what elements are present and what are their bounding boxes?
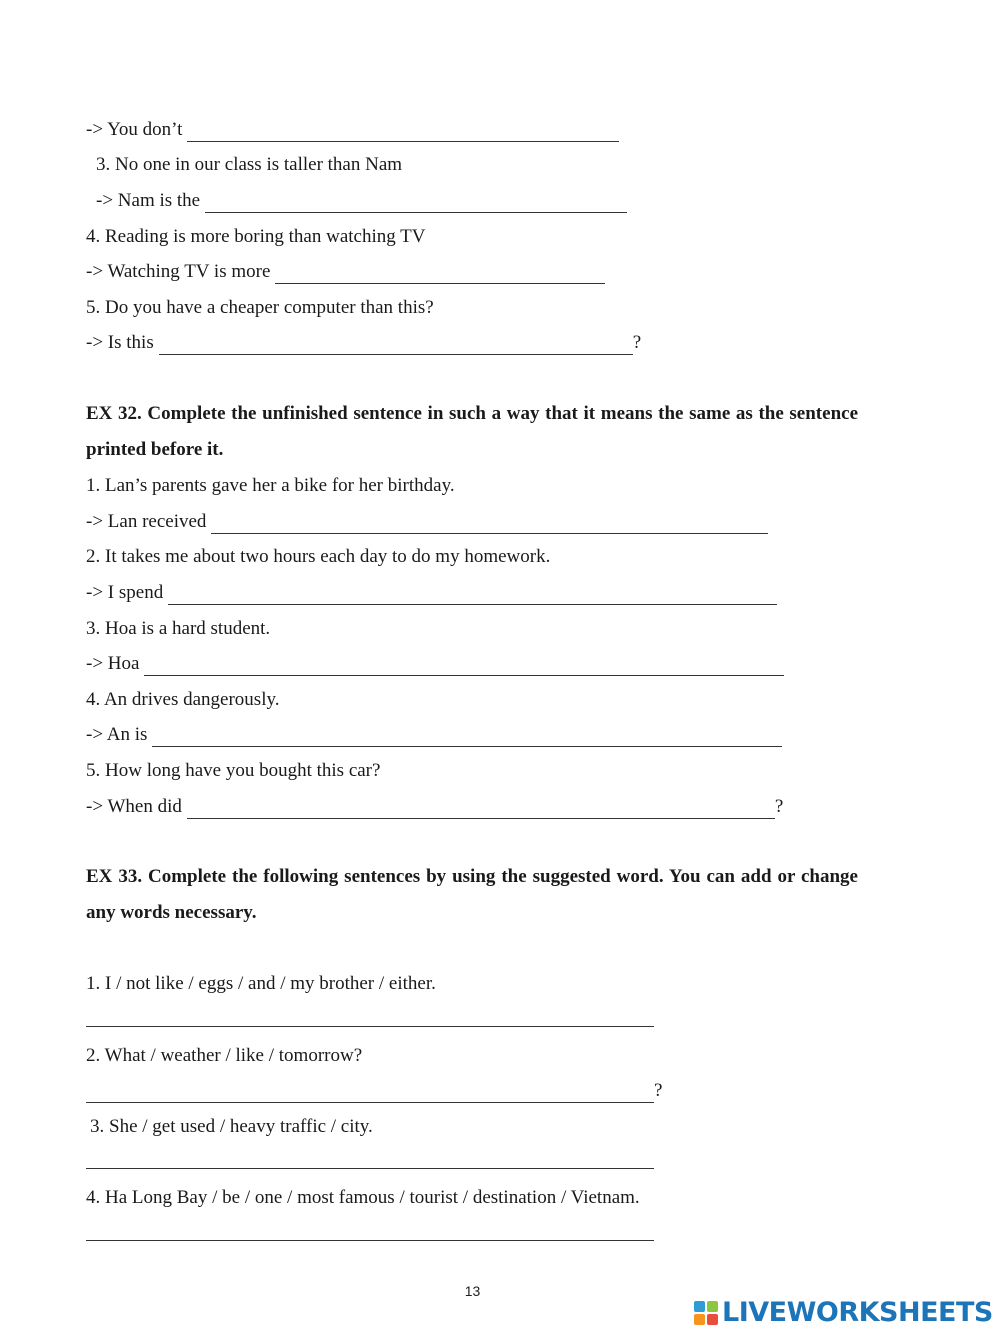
answer-line — [86, 1008, 654, 1027]
prompt-line — [86, 1044, 362, 1068]
answer-line — [86, 795, 783, 819]
answer-line — [86, 1079, 662, 1103]
prompt-text: 3. Hoa is a hard student. — [86, 618, 271, 639]
answer-line — [86, 510, 768, 534]
answer-line — [86, 260, 605, 284]
answer-blank[interactable] — [275, 265, 605, 284]
answer-blank[interactable] — [86, 1150, 654, 1169]
prompt-text: 2. It takes me about two hours each day to do my homework. — [86, 546, 551, 567]
prompt-text: 1. Lan’s parents gave her a bike for her birthday. — [86, 475, 455, 496]
answer-start: -> Nam is the — [96, 190, 201, 211]
answer-start: -> You don’t — [86, 119, 183, 140]
answer-blank[interactable] — [168, 586, 777, 605]
answer-blank[interactable] — [152, 728, 782, 747]
answer-start: -> I spend — [86, 582, 164, 603]
prompt-text: 4. Ha Long Bay / be / one / most famous / tourist / destination / Vietnam. — [86, 1187, 640, 1208]
answer-line — [86, 652, 784, 676]
answer-blank[interactable] — [86, 1008, 654, 1027]
answer-end: ? — [774, 796, 784, 817]
answer-line — [86, 331, 641, 355]
prompt-text: 1. I / not like / eggs / and / my brother / either. — [86, 973, 436, 994]
answer-blank[interactable] — [187, 800, 775, 819]
prompt-line — [86, 296, 434, 320]
answer-blank[interactable] — [205, 194, 627, 213]
answer-line — [86, 118, 619, 142]
prompt-line — [86, 617, 270, 641]
answer-blank[interactable] — [159, 336, 633, 355]
answer-start: -> Is this — [86, 332, 154, 353]
exercise-heading: EX 33. Complete the following sentences by using the suggested word. You can add or change any words necessary. — [86, 866, 858, 923]
prompt-line — [86, 759, 380, 783]
prompt-text: 4. Reading is more boring than watching TV — [86, 226, 426, 247]
brand-name: LIVEWORKSHEETS — [722, 1297, 993, 1328]
answer-start: -> Watching TV is more — [86, 261, 271, 282]
answer-start: -> Hoa — [86, 653, 140, 674]
prompt-text: 4. An drives dangerously. — [86, 689, 280, 710]
prompt-line — [86, 225, 425, 249]
answer-blank[interactable] — [187, 123, 619, 142]
answer-start: -> Lan received — [86, 511, 207, 532]
prompt-line — [86, 1186, 640, 1210]
prompt-line — [86, 688, 280, 712]
answer-line — [86, 1150, 654, 1169]
prompt-line — [86, 474, 455, 498]
page-number: 13 — [464, 1283, 481, 1299]
prompt-text: 2. What / weather / like / tomorrow? — [86, 1045, 363, 1066]
prompt-line — [90, 1115, 373, 1139]
answer-line — [96, 189, 627, 213]
answer-blank[interactable] — [86, 1222, 654, 1241]
exercise-heading: EX 32. Complete the unfinished sentence in such a way that it means the same as the sentence printed before it. — [86, 403, 858, 460]
answer-blank[interactable] — [211, 515, 768, 534]
prompt-text: 3. She / get used / heavy traffic / city. — [90, 1116, 373, 1137]
prompt-text: 5. Do you have a cheaper computer than this? — [86, 297, 434, 318]
answer-line — [86, 723, 782, 747]
prompt-line — [86, 972, 436, 996]
prompt-text: 3. No one in our class is taller than Nam — [96, 154, 403, 175]
answer-start: -> An is — [86, 724, 148, 745]
liveworksheets-logo — [694, 1297, 993, 1328]
answer-start: -> When did — [86, 796, 182, 817]
answer-blank[interactable] — [144, 657, 784, 676]
answer-end: ? — [632, 332, 642, 353]
answer-blank[interactable] — [86, 1084, 654, 1103]
answer-line — [86, 581, 777, 605]
answer-end: ? — [654, 1080, 663, 1101]
logo-blocks-icon — [694, 1301, 718, 1325]
prompt-line — [96, 153, 402, 177]
answer-line — [86, 1222, 654, 1241]
prompt-text: 5. How long have you bought this car? — [86, 760, 381, 781]
prompt-line — [86, 545, 550, 569]
